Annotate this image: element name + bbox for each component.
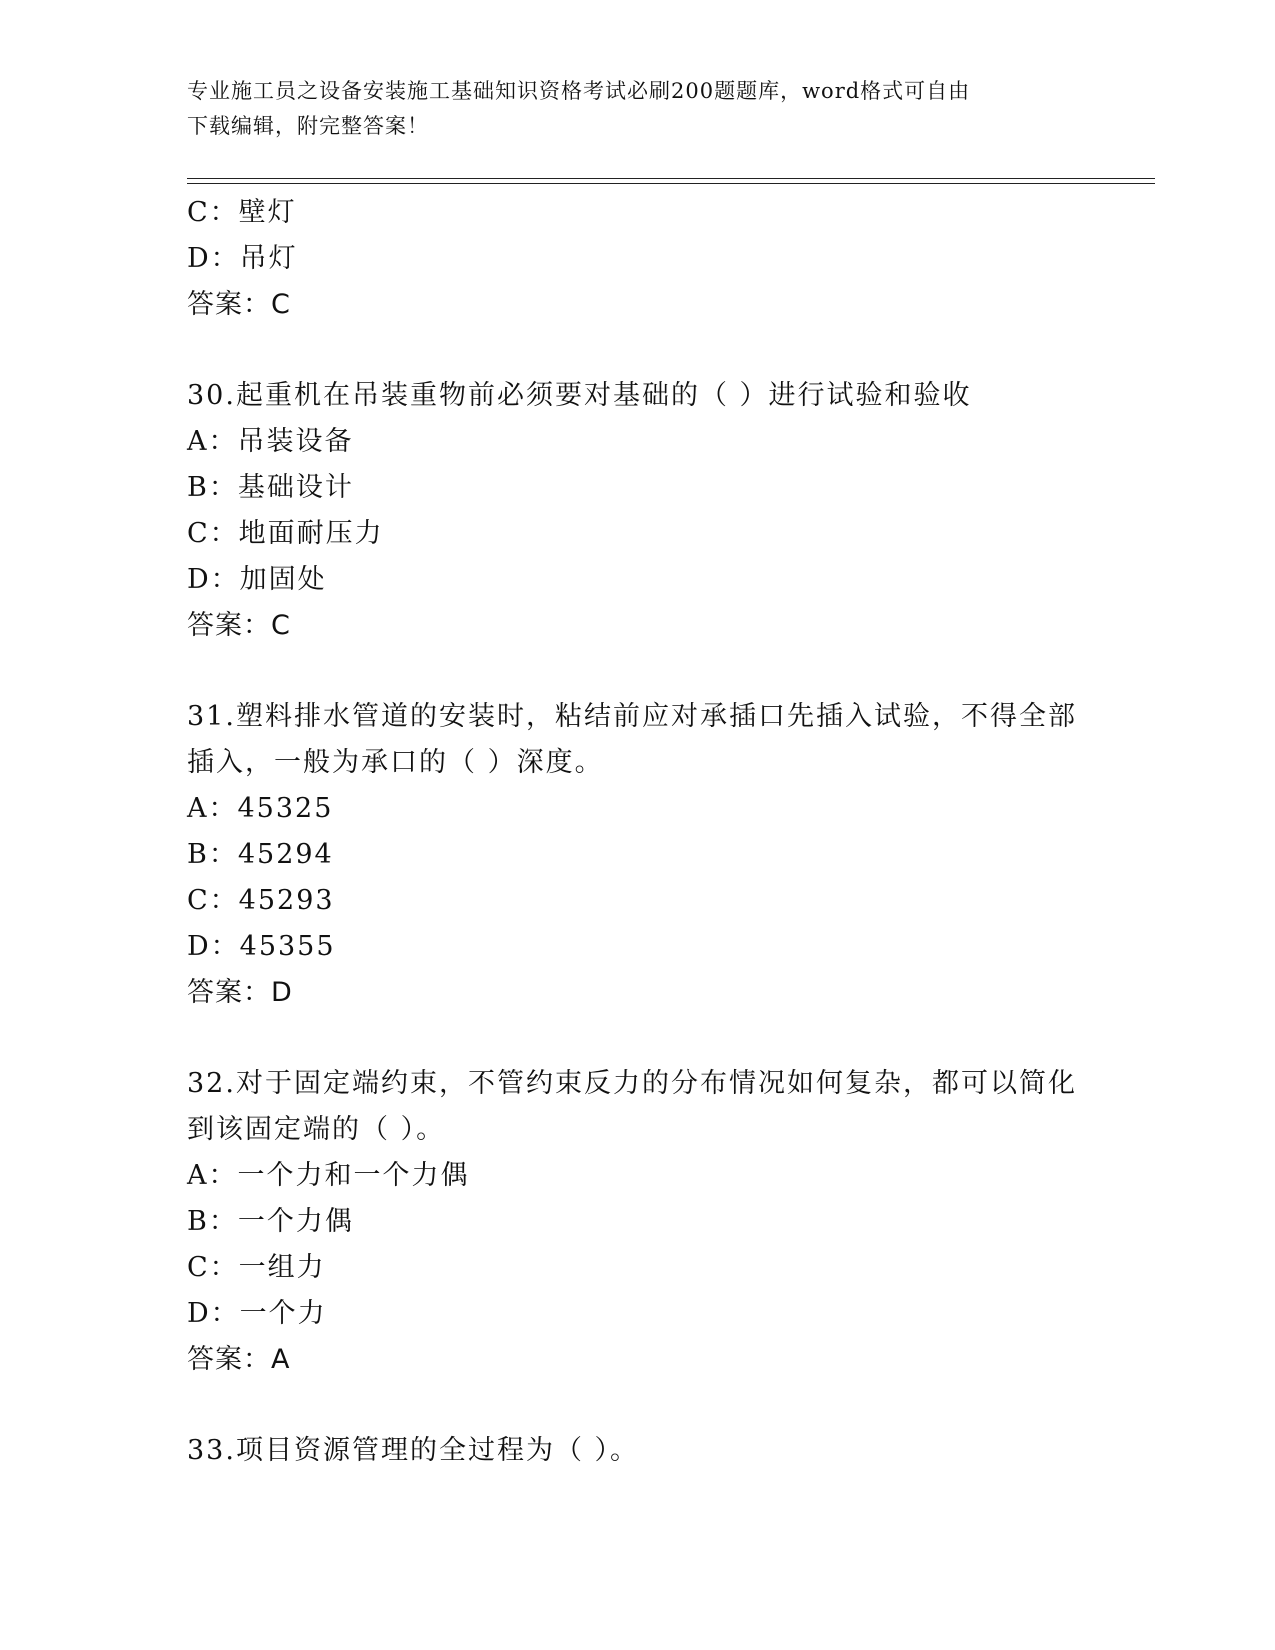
question-text-continued: 插入，一般为承口的（ ）深度。 [187, 747, 604, 778]
option-d: D：加固处 [187, 564, 327, 595]
answer: 答案：A [187, 1344, 291, 1375]
option-c: C：壁灯 [187, 197, 297, 228]
option-b: B：45294 [187, 839, 334, 870]
header-line-2: 下载编辑，附完整答案！ [187, 114, 429, 138]
option-c: C：地面耐压力 [187, 518, 384, 549]
question-list [187, 190, 1087, 1474]
option-d: D：45355 [187, 931, 336, 962]
answer: 答案：C [187, 610, 291, 641]
option-a: A：吊装设备 [187, 426, 354, 457]
question-text: 32.对于固定端约束，不管约束反力的分布情况如何复杂，都可以简化 [187, 1068, 1077, 1099]
question-text: 30.起重机在吊装重物前必须要对基础的（ ）进行试验和验收 [187, 380, 972, 411]
question-33 [187, 1428, 1087, 1474]
document-header [187, 74, 1087, 144]
answer: 答案：D [187, 977, 293, 1008]
header-rule-top [187, 178, 1155, 179]
question-text: 31.塑料排水管道的安装时，粘结前应对承插口先插入试验，不得全部 [187, 701, 1077, 732]
option-d: D：一个力 [187, 1298, 327, 1329]
question-text-continued: 到该固定端的（ ）。 [187, 1114, 446, 1145]
option-a: A：一个力和一个力偶 [187, 1160, 470, 1191]
option-d: D：吊灯 [187, 243, 298, 274]
option-b: B：一个力偶 [187, 1206, 354, 1237]
question-31 [187, 694, 1087, 1016]
option-c: C：45293 [187, 885, 335, 916]
option-a: A：45325 [187, 793, 334, 824]
header-rule-bottom [187, 183, 1155, 184]
answer: 答案：C [187, 289, 291, 320]
header-line-1: 专业施工员之设备安装施工基础知识资格考试必刷200题题库，word格式可自由 [187, 79, 971, 103]
option-c: C：一组力 [187, 1252, 326, 1283]
question-text: 33.项目资源管理的全过程为（ ）。 [187, 1435, 640, 1466]
option-b: B：基础设计 [187, 472, 354, 503]
question-30 [187, 373, 1087, 649]
question-32 [187, 1061, 1087, 1383]
